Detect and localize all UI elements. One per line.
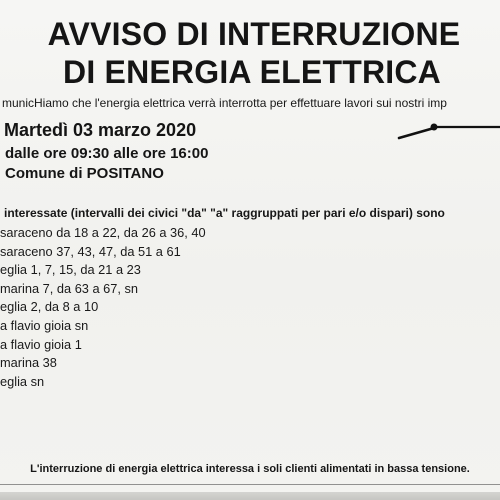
footer-note: L'interruzione di energia elettrica interessa i soli clienti alimentati in bassa tensione. [30, 463, 470, 475]
interruption-time: dalle ore 09:30 alle ore 16:00 [5, 145, 209, 162]
street-item: eglia 1, 7, 15, da 21 a 23 [0, 262, 141, 278]
bottom-paper-edge [0, 492, 500, 500]
clock-hands-icon [397, 121, 500, 141]
street-item: marina 38 [0, 355, 57, 371]
municipality-name: Comune di POSITANO [5, 165, 164, 182]
notice-title-line-1: AVVISO DI INTERRUZIONE [47, 16, 461, 52]
street-item: saraceno da 18 a 22, da 26 a 36, 40 [0, 225, 206, 240]
street-item: a flavio gioia 1 [0, 336, 82, 352]
interruption-date: Martedì 03 marzo 2020 [4, 120, 197, 140]
footer-divider [0, 484, 500, 485]
intro-text: municHiamo che l'energia elettrica verrà interrotta per effettuare lavori sui nostri imp [2, 96, 447, 110]
affected-streets-list [0, 224, 206, 391]
street-item: eglia sn [0, 373, 45, 389]
street-item: eglia 2, da 8 a 10 [0, 299, 99, 315]
street-item: a flavio gioia sn [0, 317, 89, 333]
streets-heading: interessate (intervalli dei civici "da" "a" raggruppati per pari e/o dispari) sono [4, 206, 445, 220]
street-item: marina 7, da 63 a 67, sn [0, 280, 139, 296]
top-cut-off-mark [0, 0, 500, 6]
notice-title-line-2: DI ENERGIA ELETTRICA [63, 54, 441, 90]
street-item: saraceno 37, 43, 47, da 51 a 61 [0, 243, 181, 259]
